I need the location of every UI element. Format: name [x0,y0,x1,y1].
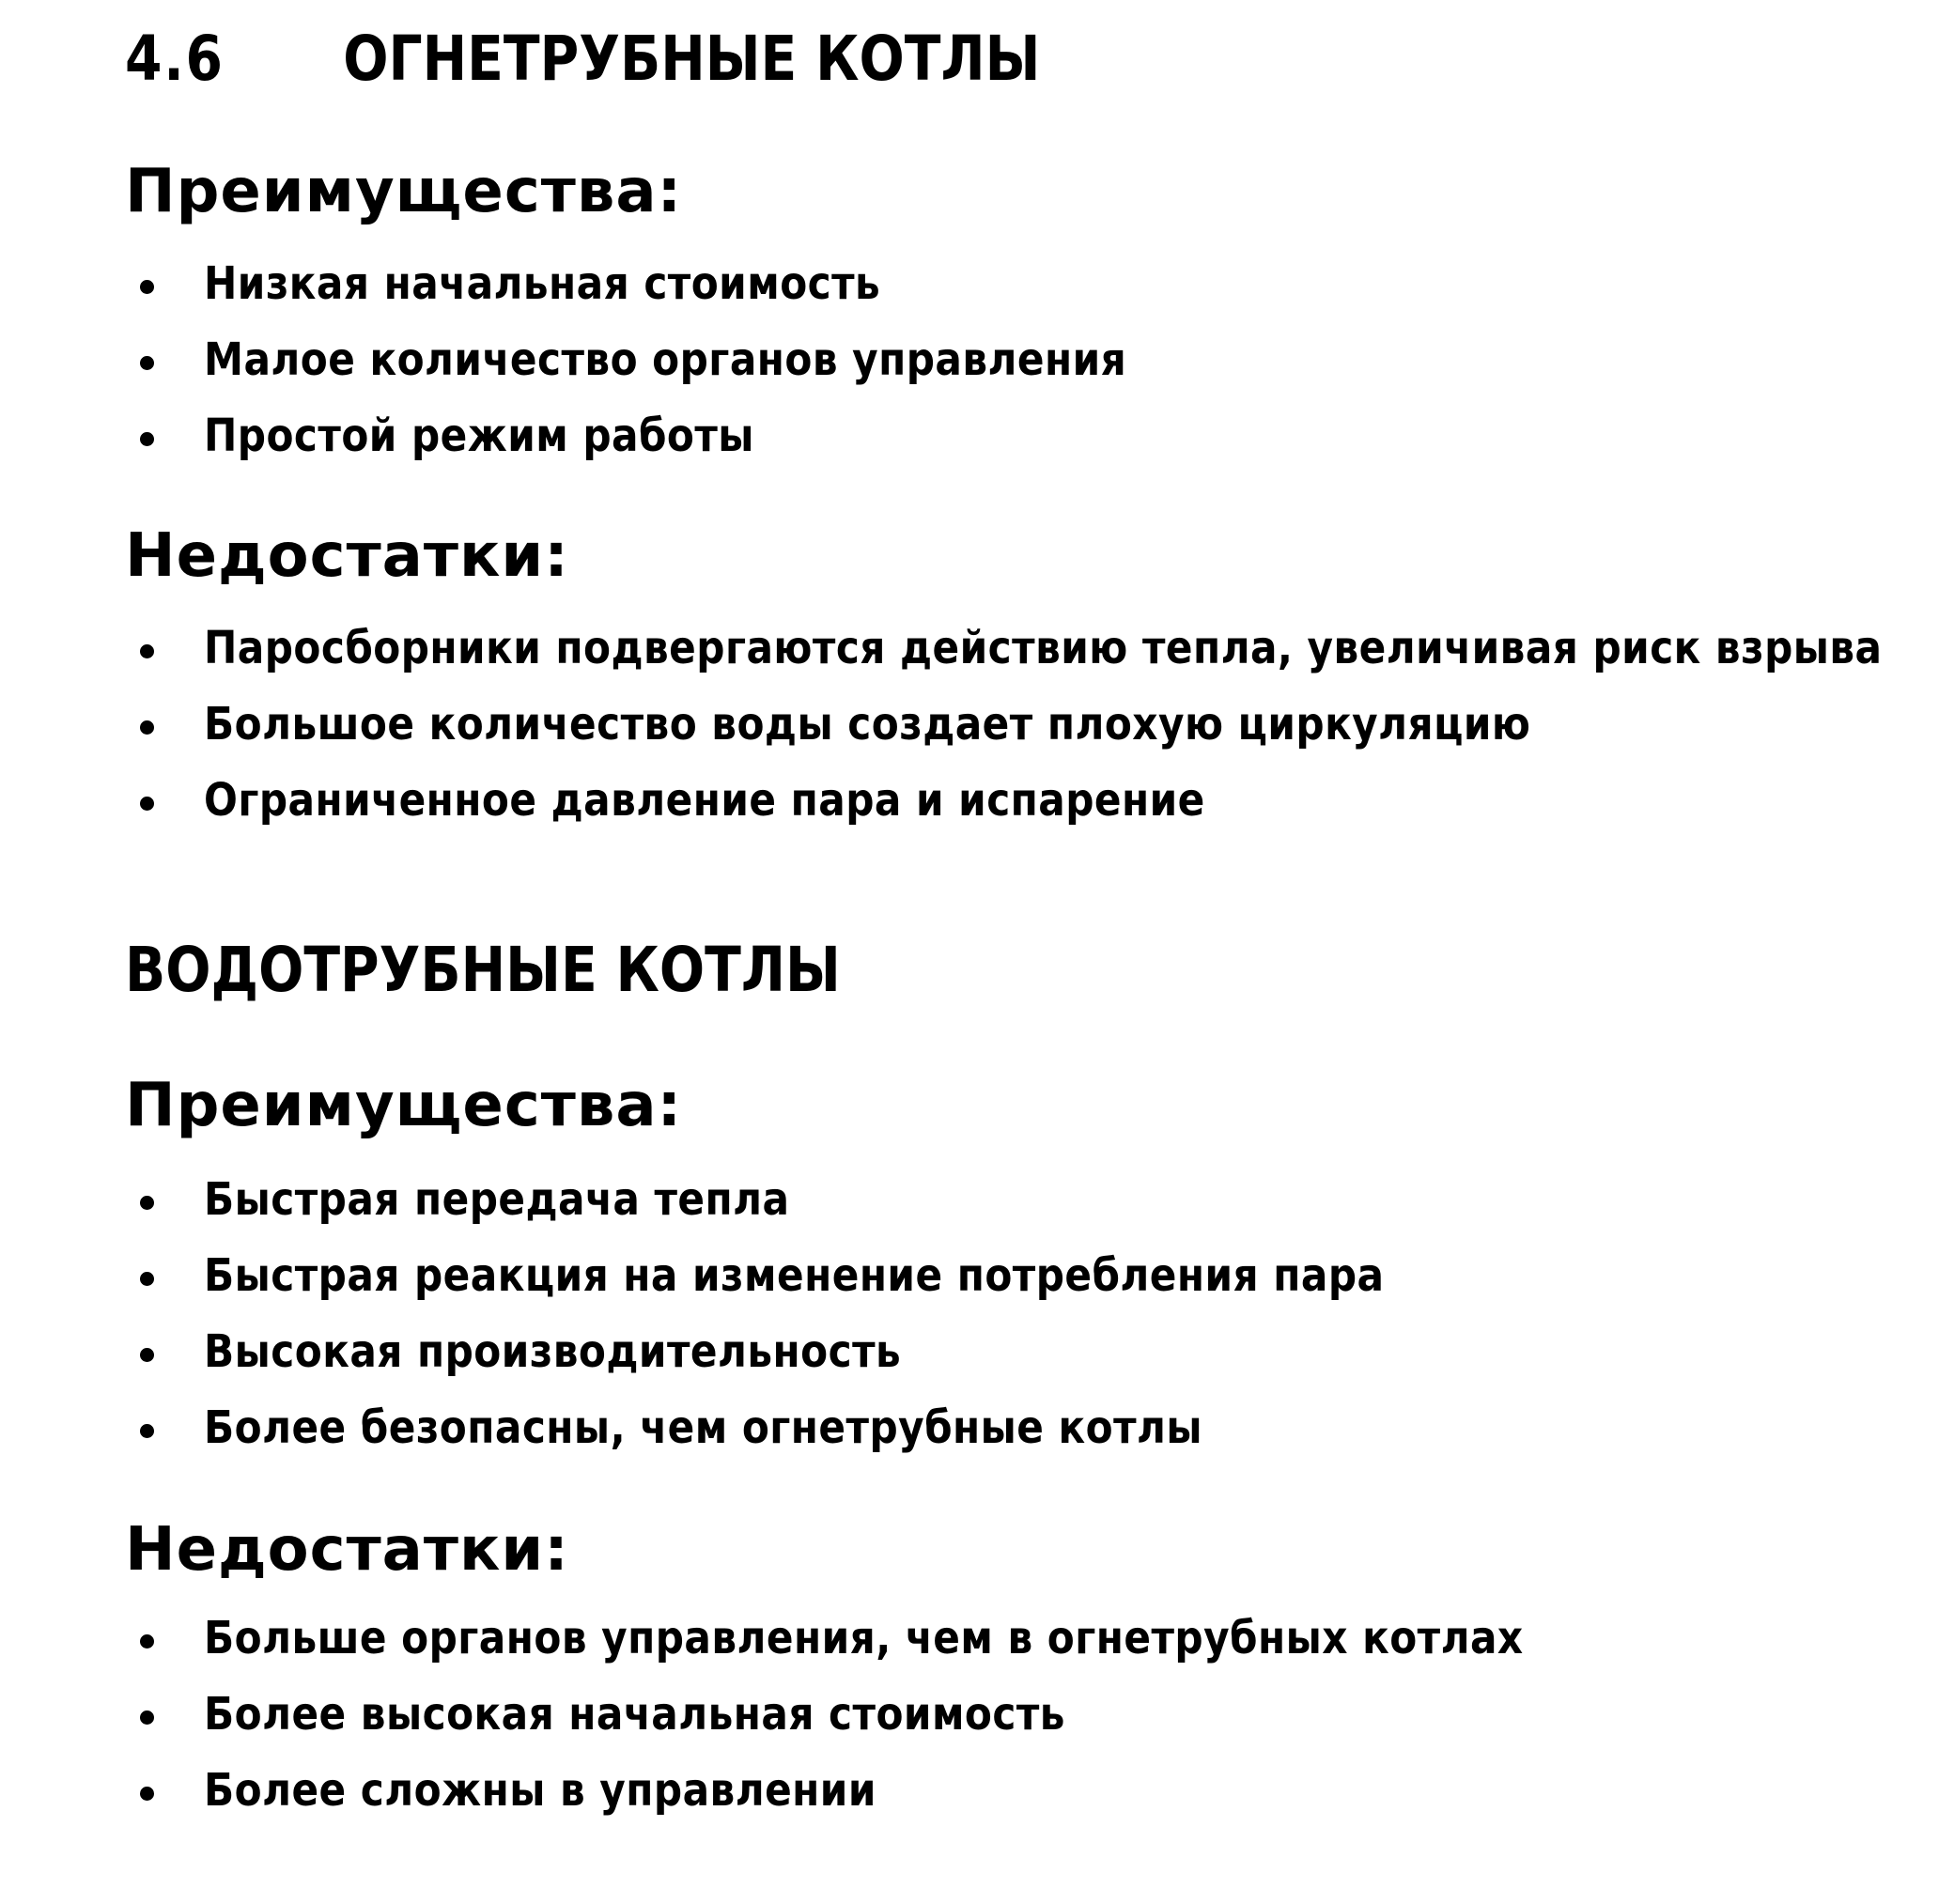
bullet-icon [140,432,154,446]
list-item-text: Быстрая реакция на изменение потребления пара [204,1249,1385,1302]
bullet-icon [140,280,154,294]
list-item-text: Более высокая начальная стоимость [204,1688,1065,1741]
bullet-icon [140,1711,154,1725]
list-item-text: Низкая начальная стоимость [204,257,881,310]
list-item-text: Малое количество органов управления [204,333,1127,386]
list-item-text: Простой режим работы [204,410,754,462]
fire-tube-disadvantages-heading: Недостатки: [125,521,569,591]
bullet-icon [140,1272,154,1286]
section-heading-fire-tube [125,23,1041,95]
list-item-text: Больше органов управления, чем в огнетрубных котлах [204,1612,1524,1664]
list-item-text: Ограниченное давление пара и испарение [204,774,1205,827]
bullet-icon [140,1196,154,1210]
list-item-text: Быстрая передача тепла [204,1173,790,1226]
bullet-icon [140,1348,154,1362]
fire-tube-advantages-heading: Преимущества: [125,157,683,226]
section-heading-water-tube: ВОДОТРУБНЫЕ КОТЛЫ [125,934,841,1006]
water-tube-disadvantages-heading: Недостатки: [125,1515,569,1585]
list-item-text: Более безопасны, чем огнетрубные котлы [204,1401,1203,1454]
bullet-icon [140,1634,154,1649]
bullet-icon [140,1424,154,1438]
list-item-text: Паросборники подвергаются действию тепла, увеличивая риск взрыва [204,622,1883,674]
bullet-icon [140,1787,154,1801]
list-item-text: Более сложны в управлении [204,1764,876,1817]
bullet-icon [140,356,154,370]
bullet-icon [140,644,154,658]
bullet-icon [140,797,154,811]
list-item-text: Высокая производительность [204,1325,902,1378]
section-title: ОГНЕТРУБНЫЕ КОТЛЫ [343,23,1041,95]
list-item-text: Большое количество воды создает плохую циркуляцию [204,698,1531,751]
bullet-icon [140,720,154,735]
water-tube-advantages-heading: Преимущества: [125,1071,683,1140]
section-number: 4.6 [125,23,225,95]
